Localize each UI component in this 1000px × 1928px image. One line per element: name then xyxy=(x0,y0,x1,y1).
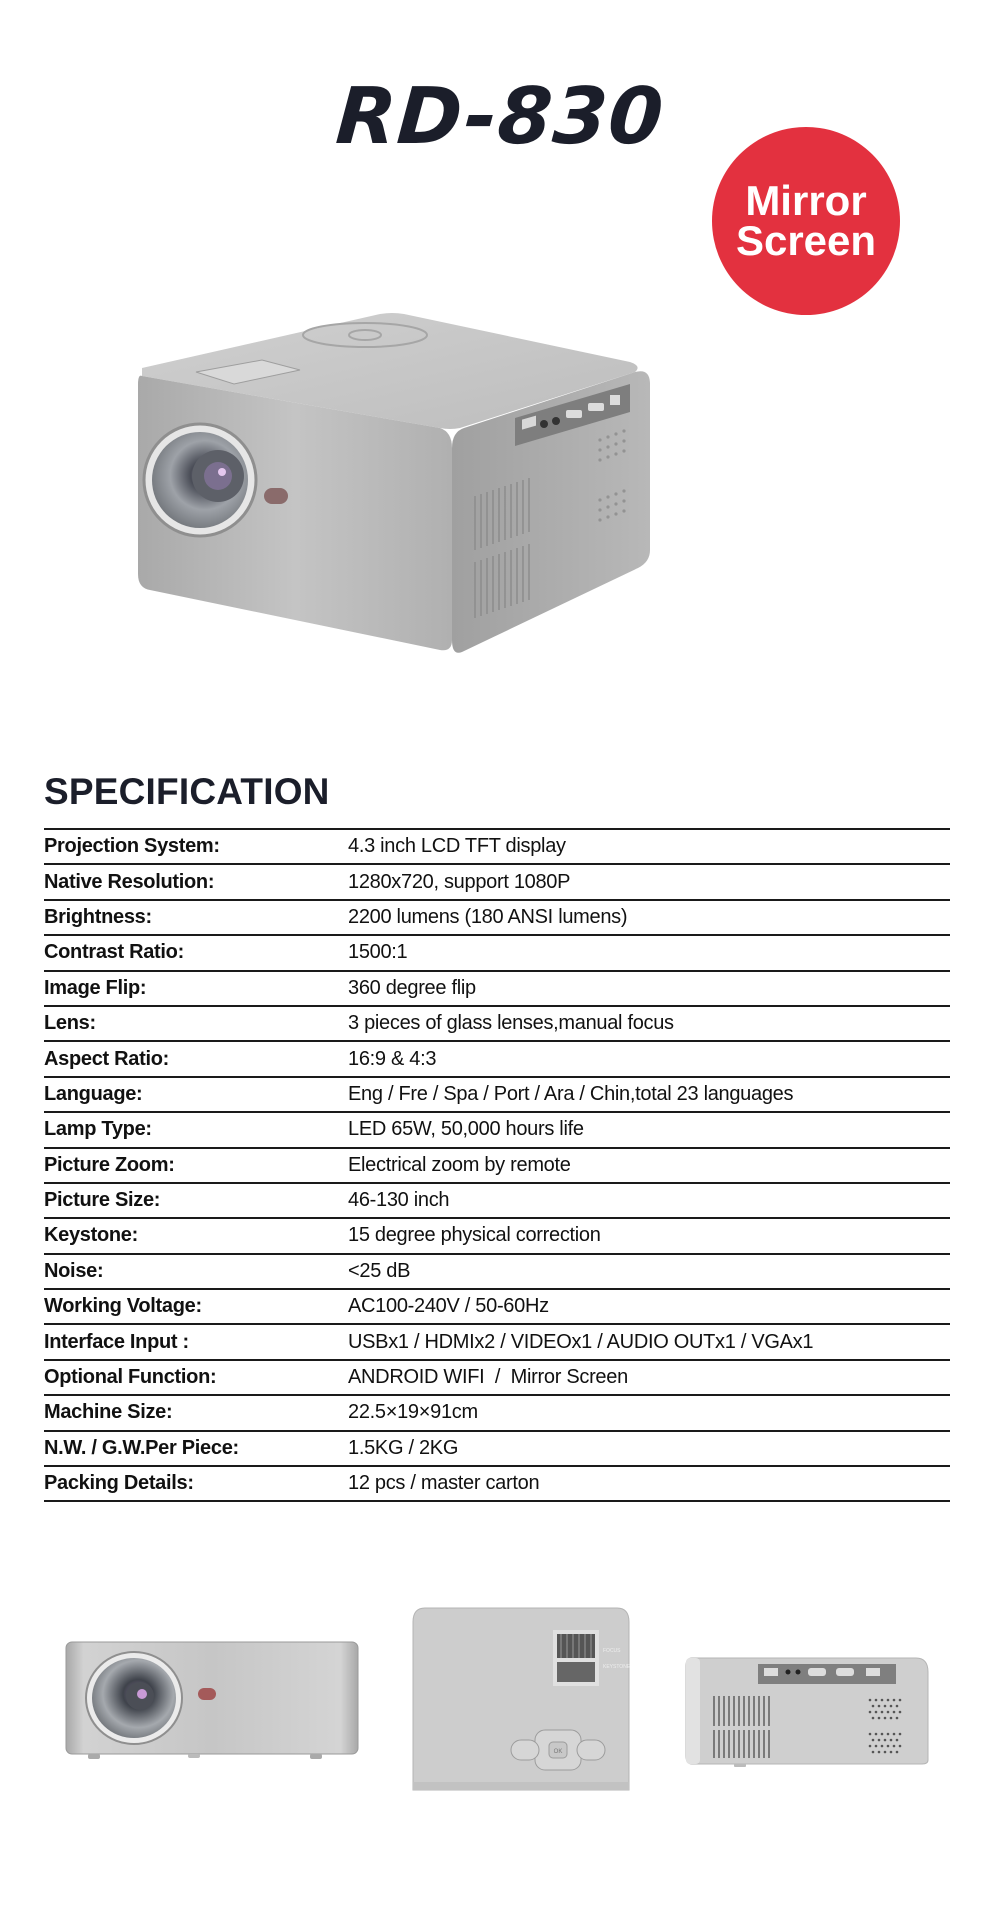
spec-value: 1.5KG / 2KG xyxy=(348,1436,459,1459)
spec-value: 16:9 & 4:3 xyxy=(348,1047,437,1070)
spec-row-working-voltage xyxy=(44,1290,950,1325)
spec-value: 46-130 inch xyxy=(348,1189,450,1212)
spec-label: Brightness: xyxy=(44,905,152,928)
spec-row-optional-function xyxy=(44,1361,950,1396)
badge-line-1: Mirror xyxy=(745,177,867,224)
spec-row-weight xyxy=(44,1432,950,1467)
spec-label: Noise: xyxy=(44,1259,104,1282)
spec-row-contrast-ratio xyxy=(44,936,950,971)
spec-row-projection-system xyxy=(44,830,950,865)
spec-value: 15 degree physical correction xyxy=(348,1224,601,1247)
spec-label: Image Flip: xyxy=(44,976,147,999)
spec-value: 12 pcs / master carton xyxy=(348,1472,540,1495)
top-view-image xyxy=(411,1606,631,1797)
spec-row-image-flip xyxy=(44,972,950,1007)
spec-value: <25 dB xyxy=(348,1259,411,1282)
spec-value: 4.3 inch LCD TFT display xyxy=(348,835,566,858)
spec-value: 360 degree flip xyxy=(348,976,476,999)
spec-row-language xyxy=(44,1078,950,1113)
spec-value: Eng / Fre / Spa / Port / Ara / Chin,total 23 languages xyxy=(348,1082,794,1105)
spec-value: 3 pieces of glass lenses,manual focus xyxy=(348,1012,674,1035)
spec-value: 1280x720, support 1080P xyxy=(348,870,571,893)
spec-label: Working Voltage: xyxy=(44,1295,202,1318)
spec-label: Lens: xyxy=(44,1012,96,1035)
spec-value: 22.5×19×91cm xyxy=(348,1401,478,1424)
specification-heading: SPECIFICATION xyxy=(44,771,330,812)
spec-row-native-resolution xyxy=(44,865,950,900)
spec-label: Optional Function: xyxy=(44,1366,217,1389)
spec-label: Picture Zoom: xyxy=(44,1153,175,1176)
spec-label: Projection System: xyxy=(44,835,220,858)
spec-value: ANDROID WIFI / Mirror Screen xyxy=(348,1366,628,1389)
spec-value: Electrical zoom by remote xyxy=(348,1153,571,1176)
mirror-screen-badge xyxy=(712,127,900,315)
spec-value: 1500:1 xyxy=(348,941,408,964)
spec-label: Lamp Type: xyxy=(44,1118,152,1141)
spec-row-picture-size xyxy=(44,1184,950,1219)
projector-illustration xyxy=(130,300,810,660)
side-view-illustration xyxy=(684,1656,930,1768)
spec-row-picture-zoom xyxy=(44,1149,950,1184)
spec-value: 2200 lumens (180 ANSI lumens) xyxy=(348,905,628,928)
spec-row-lamp-type xyxy=(44,1113,950,1148)
front-view-image xyxy=(64,1640,360,1769)
spec-label: Picture Size: xyxy=(44,1189,161,1212)
spec-row-interface-input xyxy=(44,1325,950,1360)
spec-row-noise xyxy=(44,1255,950,1290)
focus-label: FOCUS xyxy=(603,1648,621,1654)
spec-row-machine-size xyxy=(44,1396,950,1431)
projector-hero-image xyxy=(130,300,810,660)
top-view-illustration xyxy=(411,1606,631,1792)
spec-row-packing-details xyxy=(44,1467,950,1502)
spec-label: Machine Size: xyxy=(44,1401,173,1424)
keystone-label: KEYSTONE xyxy=(603,1664,631,1670)
spec-label: Keystone: xyxy=(44,1224,138,1247)
spec-row-brightness xyxy=(44,901,950,936)
spec-row-aspect-ratio xyxy=(44,1042,950,1077)
spec-label: Interface Input : xyxy=(44,1330,189,1353)
spec-row-lens xyxy=(44,1007,950,1042)
spec-value: USBx1 / HDMIx2 / VIDEOx1 / AUDIO OUTx1 / VGAx1 xyxy=(348,1330,814,1353)
front-view-illustration xyxy=(64,1640,360,1764)
spec-label: Language: xyxy=(44,1082,143,1105)
spec-value: AC100-240V / 50-60Hz xyxy=(348,1295,549,1318)
specification-table xyxy=(44,828,950,1502)
spec-label: Contrast Ratio: xyxy=(44,941,184,964)
spec-label: Native Resolution: xyxy=(44,870,215,893)
spec-label: N.W. / G.W.Per Piece: xyxy=(44,1436,239,1459)
side-view-image xyxy=(684,1656,930,1773)
badge-line-2: Screen xyxy=(735,217,877,264)
model-title: RD-830 xyxy=(333,72,667,162)
spec-label: Packing Details: xyxy=(44,1472,194,1495)
spec-value: LED 65W, 50,000 hours life xyxy=(348,1118,584,1141)
spec-label: Aspect Ratio: xyxy=(44,1047,170,1070)
product-views xyxy=(0,1580,1000,1820)
spec-row-keystone xyxy=(44,1219,950,1254)
ok-button-label: OK xyxy=(553,1749,563,1755)
